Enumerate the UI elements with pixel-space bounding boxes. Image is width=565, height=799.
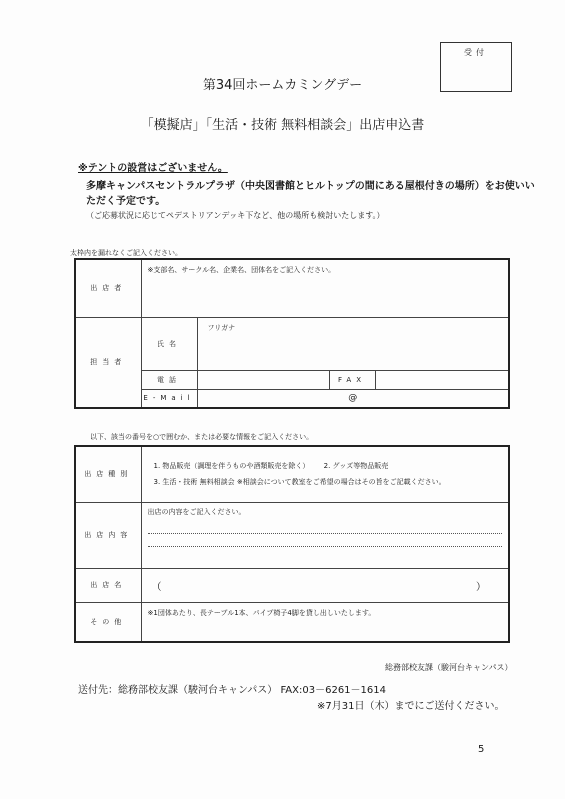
shop-name-label: 出店名 xyxy=(75,568,141,602)
phone-label: 電話 xyxy=(141,370,197,389)
send-to-fax: 送付先：総務部校友課（駿河台キャンパス） FAX:03－6261－1614 xyxy=(78,685,386,696)
shop-owner-label: 出店者 xyxy=(75,259,141,317)
tent-notice: ※テントの設営はございません。 xyxy=(78,163,228,174)
other-label: その他 xyxy=(75,602,141,642)
form-title: 「模擬店」「生活・技術 無料相談会」出店申込書 xyxy=(140,118,425,133)
furigana-label: フリガナ xyxy=(207,323,236,332)
venue-note-line2: ただく予定です。 xyxy=(86,196,166,207)
organization-note: 総務部校友課（駿河台キャンパス） xyxy=(385,663,513,672)
shop-content-label: 出店内容 xyxy=(75,502,141,568)
name-label: 氏名 xyxy=(141,317,197,370)
name-field[interactable] xyxy=(197,317,509,370)
table2-caption: 以下、該当の番号を○で囲むか、または必要な情報をご記入ください。 xyxy=(90,433,314,441)
shop-type-options[interactable] xyxy=(141,446,509,502)
paren-open: （ xyxy=(151,581,162,593)
type-option-1[interactable]: 1. 物品販売（調理を伴うものや酒類販売を除く） xyxy=(153,462,310,471)
fax-field[interactable] xyxy=(375,370,509,389)
table1-caption: 太枠内を漏れなくご記入ください。 xyxy=(70,249,182,257)
type-option-3[interactable]: 3. 生活・技術 無料相談会 ※相談会について教室をご希望の場合はその旨をご記載ください。 xyxy=(153,478,446,487)
email-field[interactable] xyxy=(197,389,509,408)
shop-name-field[interactable] xyxy=(141,568,509,602)
fax-label: FAX xyxy=(329,370,375,389)
shop-type-label: 出店種別 xyxy=(75,446,141,502)
dotted-line xyxy=(148,533,503,534)
shop-content-field[interactable] xyxy=(141,502,509,568)
event-title: 第34回ホームカミングデー xyxy=(202,78,363,93)
at-sign: @ xyxy=(348,393,358,404)
applicant-table xyxy=(74,258,510,409)
email-label: E-Mail xyxy=(141,389,197,408)
shop-details-table xyxy=(74,445,510,643)
venue-note-sub: （ご応募状況に応じてペデストリアンデッキ下など、他の場所も検討いたします。） xyxy=(86,211,385,220)
venue-note-line1: 多摩キャンパスセントラルプラザ（中央図書館とヒルトップの間にある屋根付きの場所）をお使いい xyxy=(86,181,535,192)
paren-close: ） xyxy=(476,581,486,593)
phone-field[interactable] xyxy=(197,370,329,389)
shop-content-hint: 出店の内容をご記入ください。 xyxy=(147,507,246,516)
page-number: 5 xyxy=(478,744,485,755)
shop-owner-hint: ※支部名、サークル名、企業名、団体名をご記入ください。 xyxy=(147,266,336,274)
deadline-note: ※7月31日（木）までにご送付ください。 xyxy=(317,701,505,712)
other-field[interactable] xyxy=(141,602,509,642)
dotted-line xyxy=(148,546,503,547)
person-in-charge-label: 担当者 xyxy=(75,317,141,408)
shop-owner-field[interactable] xyxy=(141,259,509,317)
other-text: ※1団体あたり、長テーブル1本、パイプ椅子4脚を貸し出しいたします。 xyxy=(147,608,376,617)
type-option-2[interactable]: 2. グッズ等物品販売 xyxy=(323,462,389,471)
reception-stamp-label: 受付 xyxy=(464,48,488,57)
